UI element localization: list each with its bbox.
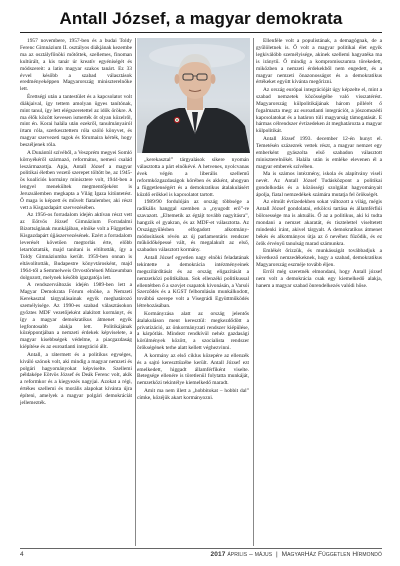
paragraph: Az ország európai integrációját úgy képzelte el, mint a szabad nemzetek közösségébe való visszatérést. Magyarország külpolitikájának három pillérét ő fogalmazta meg: az euroatlanti integrációt, a jószomszédi kapcsolatokat és a határon túli magyarság támogatását. E hármas célrendszer évtizedeken át meghatározta a magyar külpolitikát.	[256, 86, 382, 135]
paragraph: Antall József 1993. december 12-én hunyt el. Temetésén százezrek vettek részt, a magyar nemzet egy emberként gyászolta első szabadon választott miniszterelnökét. Halála után is emléke elevenen él a magyar emberek szívében.	[256, 135, 382, 170]
page-footer	[20, 548, 382, 560]
paragraph: Ma is számos intézmény, iskola és alapítvány viseli nevét. Az Antall József Tudásközpont a politikai gondolkodás és a közösségi szolgálat hagyományait ápolja, fiatal nemzedékek számára mutatja fel örökségét.	[256, 171, 382, 198]
paragraph: „kerekasztal” tárgyalások sikere nyomán választotta a párt elnökévé. A hetvenes, nyolcvanas évek végén a liberális szellemű reformközgazdaságok körében és akként, ahogyan a függetlenségért és a demokratikus átalakulásért küzdő erőkkel is kapcsolatot tartott.	[137, 157, 249, 198]
issue-year: 2017	[210, 551, 226, 558]
paragraph: Érettségi után a tantestület és a kapcsolatot volt diákjaival, így tettem amolyan ügyes tanítónak, mint tanul, így lett elégszeretettel az idők örökre. A ma élők között kevesen ismerték őt olyan közelről, mint én. Korai halála után ezekről, tanulmányairól írtam róla, szerkesztettem róla szóló könyvet, és magyar szervezeti tagok és fórumaira kérték, hogy beszéljenek róla.	[20, 93, 132, 149]
portrait-photo	[137, 38, 250, 153]
article-headline: Antall József, a magyar demokrata	[59, 9, 343, 28]
paragraph: 1989/90 fordulóján az ország többsége a radikális hanggal szemben a „nyugodt erő”-re szavazott. „Eltemetik az égtájt tovább nagyításra”, hangzik el gyakran, és az MDF-et választotta. Az Országgyűlésben elfogadott alkotmány-módosítások révén az új parlamentáris rendszer működőképessé vált, és megalakult az első, szabadon választott kormány.	[137, 199, 249, 254]
paragraph: Kormányzása alatt az ország jelentős átalakuláson ment keresztül: megkezdődött a privatizáció, az önkormányzati rendszer kiépülése, a kárpótlás. Mindezt rendkívül nehéz gazdasági körülmények között, a szocialista rendszer örökségének terhe alatt kellett véghezvinni.	[137, 310, 249, 352]
paragraph: Antall József egyetlen nagy elnöki feladatának tekintette a demokrácia intézményeinek megszilárdítását és az ország eligazítását a nemzetközi politikában. Sok ellenzéki politikussal ellentétben ő a szovjet csapatok kivonásán, a Varsói Szerződés és a KGST felbomlásán munkálkodott, továbbá szerepe volt a Visegrádi Együttműködés létrehozásában.	[137, 254, 249, 310]
headline-rule	[20, 32, 382, 33]
paragraph: A rendszerváltozás idején 1989-ben lett a Magyar Demokrata Fórum elnöke, a Nemzeti Kerekasztal tárgyalásainak egyik meghatározó személyisége. Az 1990-es szabad választásokon győztes MDF vezetőjeként alakított kormányt, és így a magyar demokratikus átmenet egyik legfontosabb alakja lett. Politikájának középpontjában a nemzeti érdekek képviselete, a magyar kisebbségek védelme, a piacgazdaság kiépítése és az euroatlanti integráció állt.	[20, 282, 132, 351]
paragraph: Az 1956-os forradalom idején aktívan részt vett az Eötvös József Gimnázium Forradalmi Bizottságának munkájában, elnöke volt a Független Kisgazdapárt újjászervezésének. Ezért a forradalom leverését követően megtorlás érte, előbb letartóztatták, majd tanítani is eltiltották, így a Toldy Gimnáziumba került. 1959-ben onnan is eltávolították, Budapestre könyvtárosként, majd 1964-től a Semmelweis Orvostörténeti Múzeumban dolgozott, melynek később igazgatója lett.	[20, 212, 132, 281]
paragraph: A kormány az első ciklus közepére az ellenzék és a sajtó kereszttüzébe került. Antall József ezt emelkedett, higgadt államférfiként viselte. Betegsége ellenére is töretlenül folytatta munkáját, nemzetközi tekintélye kiemelkedő maradt.	[137, 352, 249, 387]
issue-info: 2017 április – május | MagyarHáz Független Hírmondó	[210, 551, 382, 558]
portrait-illustration	[137, 38, 250, 153]
paragraph: Ellenféle volt a populistának, a demagógnak, de a gyűlöletnek is. Ő volt a magyar politikai élet egyik legkiválóbb személyisége, akinek szellemi hagyatéka ma is iránytű. Ő mindig a kompromisszumra törekedett, miközben a nemzeti érdekekből nem engedett, és a magyar nemzeti önazonosságot és a demokratikus értékeket együtt kívánta megőrizni.	[256, 38, 382, 86]
publication-name: MagyarHáz Független Hírmondó	[281, 551, 382, 558]
paragraph: A Dunántúl szívéből, a Veszprém megyei Somló környékéről származó, református, nemesi család leszármazottja. Apja, Antall József a magyar politikai életben vezető szerepet töltött be, az 1945-ös koalíciós kormány minisztere volt, 1944-ben a lengyel menekültek megmentőjeként is Jeruzsálemben megkapta a Világ Igaza kitüntetést. Ő maga is képzett és művelt fiatalember, aki részt vett a Kisgazdapárt szervezésében.	[20, 149, 132, 211]
article-column-2	[137, 157, 249, 546]
issue-months: április – május	[227, 551, 273, 558]
paragraph: Antall, a rátermett és a politikus egységes, kiváló szónok volt, aki mindig a magyar nemzeti és polgári hagyományokat képviselte. Szellemi példaképe Eötvös József és Deák Ferenc volt, akik a reformkor és a kiegyezés nagyjai. Azokat a régi, értékes szellemi és morális alapokat kívánta újra építeni, amelyek a magyar polgári demokráciát jellemezték.	[20, 351, 132, 407]
page-number: 4	[20, 551, 24, 558]
footer-rule	[20, 548, 382, 549]
paragraph: Az elmúlt évtizedekben sokat változott a világ, mégis Antall József gondolatai, erkölcsi tartása és államférfiúi bölcsessége ma is aktuális. Ő az a politikus, aki ki tudta mondani a nemzet akaratát, és tisztelettel viseltetett mindenki iránt, akivel tárgyalt. A demokratikus átmenet békés és alkotmányos útja az ő nevéhez fűződik, és ez örök érvényű tanulság marad számunkra.	[256, 199, 382, 247]
paragraph: Erről még szeretnék elmondani, hogy Antall józsef nem volt a demokrácia csak egy kiemelkedő alakja, hanem a magyar szabad önrendelkezés valódi hőse.	[256, 269, 382, 290]
paragraph: Amit ma nem illett a „hobbitokat – hobbit dal” címke, közéjük akart kormányozni.	[137, 387, 249, 401]
column-divider	[135, 38, 136, 546]
article-column-1	[20, 38, 132, 546]
paragraph: 1957 novembere, 1957-ben és a budai Toldy Ferenc Gimnázium II. osztályos diákjának kezembe ma az osztályfőnöki mötöttek, szellemes, finoman kultúrált, a kis tanár úr kreatív egyéniségét és módszereit: a latin magyar szakos tanárt. Ez 33 évvel később a szabad választások eredményeképpen Magyarország miniszterelnöke lett.	[20, 38, 132, 93]
column-divider	[253, 38, 254, 546]
paragraph: Emlékét őrizzük, és munkásságát továbbadjuk a következő nemzedékeknek, hogy a szabad, demokratikus Magyarország eszméje tovább éljen.	[256, 248, 382, 268]
article-column-3	[256, 38, 382, 546]
